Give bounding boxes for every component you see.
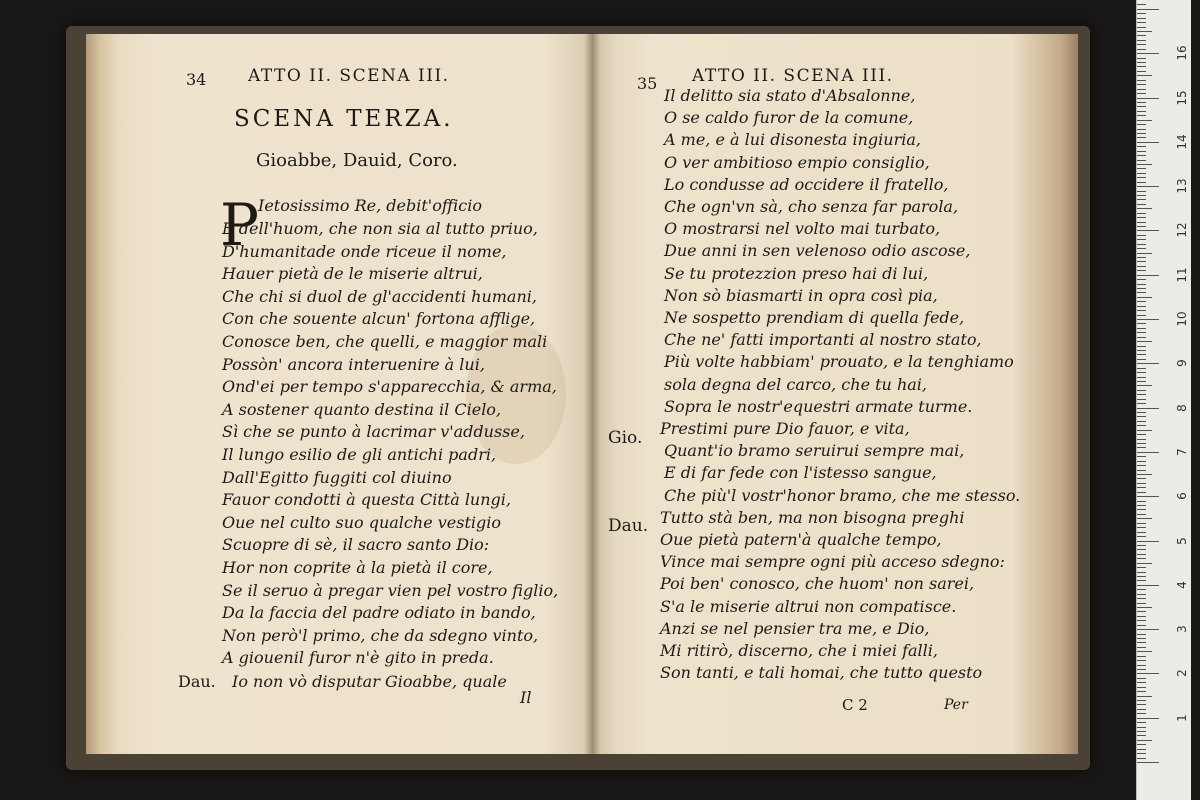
ruler-tick [1137, 208, 1152, 209]
ruler-tick [1137, 394, 1146, 395]
ruler-tick [1137, 611, 1146, 612]
ruler-tick [1137, 235, 1146, 236]
signature-mark: C 2 [842, 696, 868, 714]
ruler-tick [1137, 558, 1146, 559]
ruler-tick [1137, 585, 1159, 586]
ruler-tick [1137, 204, 1146, 205]
ruler-tick [1137, 173, 1146, 174]
ruler-tick [1137, 514, 1146, 515]
ruler-tick [1137, 84, 1146, 85]
ruler-tick [1137, 160, 1146, 161]
ruler-tick [1137, 213, 1146, 214]
ruler-tick [1137, 115, 1146, 116]
ruler-tick [1137, 443, 1146, 444]
ruler-tick [1137, 412, 1146, 413]
book-gutter [584, 34, 600, 754]
ruler-tick [1137, 656, 1146, 657]
ruler-tick [1137, 669, 1146, 670]
ruler-tick [1137, 315, 1146, 316]
ruler-tick [1137, 66, 1146, 67]
ruler-tick [1137, 758, 1146, 759]
ruler-tick [1137, 195, 1146, 196]
ruler-tick [1137, 713, 1146, 714]
ruler-number: 11 [1175, 267, 1189, 283]
scene-title: SCENA TERZA. [234, 106, 454, 132]
ruler-tick [1137, 572, 1146, 573]
ruler-tick [1137, 629, 1159, 630]
ruler-tick [1137, 501, 1146, 502]
ruler-tick [1137, 248, 1146, 249]
ruler-tick [1137, 261, 1146, 262]
ruler-tick [1137, 310, 1146, 311]
ruler-tick [1137, 399, 1146, 400]
ruler-tick [1137, 594, 1146, 595]
ruler-number: 4 [1175, 580, 1189, 589]
ruler-tick [1137, 182, 1146, 183]
left-running-head: ATTO II. SCENA III. [248, 66, 450, 86]
verse-line: Il delitto sia stato d'Absalonne, [664, 86, 916, 105]
ruler-tick [1137, 474, 1152, 475]
ruler-tick [1137, 390, 1146, 391]
speaker-label: Gio. [608, 428, 643, 448]
ruler-tick [1137, 735, 1146, 736]
verse-line: Che chi si duol de gl'accidenti humani, [222, 286, 537, 306]
verse-line: E di far fede con l'istesso sangue, [664, 463, 937, 483]
ruler-tick [1137, 642, 1146, 643]
ruler-tick [1137, 164, 1152, 165]
ruler-tick [1137, 319, 1159, 320]
ruler-tick [1137, 186, 1159, 187]
left-page-number: 34 [186, 70, 207, 89]
verse-line: Non sò biasmarti in opra così pia, [664, 285, 938, 305]
verse-line: Se il seruo à pregar vien pel vostro figlio, [222, 580, 559, 600]
ruler-tick [1137, 191, 1146, 192]
ruler-tick [1137, 297, 1152, 298]
ruler-tick [1137, 137, 1146, 138]
verse-line: Anzi se nel pensier tra me, e Dio, [660, 618, 930, 638]
ruler-tick [1137, 239, 1146, 240]
ruler-tick [1137, 651, 1152, 652]
ruler-tick [1137, 554, 1146, 555]
ruler-tick [1137, 753, 1146, 754]
verse-line: O mostrarsi nel volto mai turbato, [664, 219, 941, 239]
ruler-number: 8 [1175, 403, 1189, 412]
verse-line: Oue pietà patern'à qualche tempo, [660, 530, 942, 549]
ruler-tick [1137, 363, 1159, 364]
verse-line: Hauer pietà de le miserie altrui, [222, 264, 483, 284]
ruler-tick [1137, 354, 1146, 355]
ruler-tick [1137, 222, 1146, 223]
ruler-tick [1137, 744, 1146, 745]
ruler-tick [1137, 13, 1146, 14]
ruler-tick [1137, 270, 1146, 271]
drop-cap: P [220, 191, 260, 259]
ruler-tick [1137, 673, 1159, 674]
ruler-number: 16 [1175, 45, 1189, 61]
ruler-tick [1137, 244, 1146, 245]
ruler-tick [1137, 718, 1159, 719]
verse-line: Due anni in sen velenoso odio ascose, [664, 241, 971, 261]
ruler-number: 5 [1175, 536, 1189, 545]
ruler-tick [1137, 98, 1159, 99]
verse-line: Vince mai sempre ogni più acceso sdegno: [660, 552, 1005, 572]
verse-line: sola degna del carco, che tu hai, [664, 374, 927, 394]
ruler-tick [1137, 337, 1146, 338]
ruler-tick [1137, 350, 1146, 351]
ruler-tick [1137, 727, 1146, 728]
ruler-tick [1137, 332, 1146, 333]
verse-line: Da la faccia del padre odiato in bando, [222, 603, 536, 623]
ruler-tick [1137, 620, 1146, 621]
ruler-tick [1137, 124, 1146, 125]
ruler-tick [1137, 518, 1152, 519]
ruler-tick [1137, 665, 1146, 666]
ruler-tick [1137, 129, 1146, 130]
ruler-tick [1137, 470, 1146, 471]
ruler-tick [1137, 607, 1152, 608]
verse-line: Son tanti, e tali homai, che tutto questo [660, 663, 983, 683]
verse-line: Il lungo esilio de gli antichi padri, [222, 445, 497, 464]
ruler-tick [1137, 536, 1146, 537]
ruler-tick [1137, 385, 1152, 386]
verse-line: Mi ritirò, discerno, che i miei falli, [660, 641, 938, 660]
verse-line: Poi ben' conosco, che huom' non sarei, [660, 574, 975, 594]
ruler-tick [1137, 22, 1146, 23]
ruler-tick [1137, 678, 1146, 679]
ruler-tick [1137, 465, 1146, 466]
verse-line: Tutto stà ben, ma non bisogna preghi [660, 507, 965, 527]
verse-line: Non però'l primo, che da sdegno vinto, [222, 625, 539, 645]
verse-line: Se tu protezzion preso hai di lui, [664, 263, 929, 283]
verse-line: Conosce ben, che quelli, e maggior mali [222, 332, 548, 351]
ruler-tick [1137, 603, 1146, 604]
ruler-tick [1137, 168, 1146, 169]
ruler-tick [1137, 306, 1146, 307]
ruler-tick [1137, 625, 1146, 626]
ruler-tick [1137, 762, 1159, 763]
ruler-tick [1137, 27, 1146, 28]
ruler-tick [1137, 80, 1146, 81]
ruler-tick [1137, 142, 1159, 143]
ruler-tick [1137, 687, 1146, 688]
ruler-tick [1137, 589, 1146, 590]
ruler-tick [1137, 217, 1146, 218]
ruler-tick [1137, 749, 1146, 750]
ruler-tick [1137, 580, 1146, 581]
ruler-tick [1137, 740, 1152, 741]
ruler-tick [1137, 44, 1146, 45]
ruler-tick [1137, 40, 1146, 41]
ruler-tick [1137, 35, 1146, 36]
verse-line: Sì che se punto à lacrimar v'addusse, [222, 422, 525, 442]
ruler-tick [1137, 598, 1146, 599]
verse-line: Sopra le nostr'equestri armate turme. [664, 396, 973, 416]
ruler-tick [1137, 421, 1146, 422]
ruler-number: 3 [1175, 625, 1189, 633]
ruler-tick [1137, 49, 1146, 50]
verse-line: Oue nel culto suo qualche vestigio [222, 512, 501, 532]
speaker-label: Dau. [178, 672, 216, 691]
ruler-tick [1137, 682, 1146, 683]
ruler-tick [1137, 452, 1159, 453]
ruler-number: 9 [1175, 359, 1189, 368]
ruler-tick [1137, 461, 1146, 462]
ruler-tick [1137, 151, 1146, 152]
ruler-tick [1137, 691, 1146, 692]
ruler-tick [1137, 58, 1146, 59]
ruler-tick [1137, 346, 1146, 347]
ruler-number: 10 [1175, 311, 1189, 327]
ruler-number: 7 [1175, 448, 1189, 456]
verse-line: Io non vò disputar Gioabbe, quale [232, 672, 507, 691]
ruler-tick [1137, 523, 1146, 524]
verse-line: D'humanitade onde riceue il nome, [222, 241, 507, 261]
ruler-tick [1137, 430, 1152, 431]
ruler-tick [1137, 704, 1146, 705]
verse-line: Dall'Egitto fuggiti col diuino [222, 467, 452, 487]
ruler-tick [1137, 638, 1146, 639]
ruler-tick [1137, 177, 1146, 178]
ruler-tick [1137, 266, 1146, 267]
ruler-tick [1137, 478, 1146, 479]
ruler-tick [1137, 53, 1159, 54]
verse-line: S'a le miserie altrui non compatisce. [660, 596, 957, 616]
verse-line: A sostener quanto destina il Cielo, [222, 399, 502, 419]
ruler-tick [1137, 62, 1146, 63]
ruler-tick [1137, 408, 1159, 409]
ruler-tick [1137, 634, 1146, 635]
ruler-tick [1137, 18, 1146, 19]
ruler-tick [1137, 549, 1146, 550]
ruler-tick [1137, 89, 1146, 90]
verse-line: Fauor condotti à questa Città lungi, [222, 490, 511, 510]
verse-line: Hor non coprite à la pietà il core, [222, 558, 493, 577]
ruler-tick [1137, 279, 1146, 280]
ruler-tick [1137, 133, 1146, 134]
verse-line: Scuopre di sè, il sacro santo Dio: [222, 535, 490, 555]
ruler-tick [1137, 505, 1146, 506]
speaker-label: Dau. [608, 516, 649, 536]
ruler-number: 2 [1175, 669, 1189, 678]
ruler-tick [1137, 660, 1146, 661]
ruler-tick [1137, 120, 1152, 121]
ruler-tick [1137, 647, 1146, 648]
ruler-tick [1137, 545, 1146, 546]
ruler-tick [1137, 483, 1146, 484]
ruler-tick [1137, 288, 1146, 289]
ruler-tick [1137, 368, 1146, 369]
ruler-tick [1137, 75, 1152, 76]
ruler-tick [1137, 257, 1146, 258]
ruler-tick [1137, 731, 1146, 732]
ruler-tick [1137, 111, 1146, 112]
ruler-tick [1137, 439, 1146, 440]
ruler-tick [1137, 700, 1146, 701]
ruler-tick [1137, 9, 1159, 10]
verse-line: E dell'huom, che non sia al tutto priuo, [222, 219, 538, 238]
ruler-tick [1137, 4, 1146, 5]
ruler-tick [1137, 226, 1146, 227]
ruler-number: 15 [1175, 89, 1189, 106]
ruler-tick [1137, 527, 1146, 528]
verse-line: Con che souente alcun' fortona afflige, [222, 309, 536, 329]
ruler-tick [1137, 576, 1146, 577]
verse-line: Che più'l vostr'honor bramo, che me stesso. [664, 485, 1021, 505]
ruler-number: 6 [1175, 492, 1189, 501]
ruler-tick [1137, 381, 1146, 382]
ruler-tick [1137, 509, 1146, 510]
ruler-tick [1137, 377, 1146, 378]
verse-line: Più volte habbiam' prouato, e la tenghiamo [664, 352, 1014, 372]
ruler-tick [1137, 709, 1146, 710]
ruler-tick [1137, 563, 1152, 564]
verse-line: A me, e à lui disonesta ingiuria, [664, 130, 921, 150]
ruler-number: 1 [1175, 713, 1189, 722]
ruler-tick [1137, 616, 1146, 617]
ruler-tick [1137, 532, 1146, 533]
ruler-number: 13 [1175, 178, 1189, 194]
ruler-tick [1137, 323, 1146, 324]
ruler-tick [1137, 434, 1146, 435]
ruler-tick [1137, 292, 1146, 293]
ruler-tick [1137, 541, 1159, 542]
ruler-tick [1137, 425, 1146, 426]
verse-line: Che ne' fatti importanti al nostro stato, [664, 330, 982, 350]
ruler-tick [1137, 284, 1146, 285]
ruler-tick [1137, 301, 1146, 302]
catchword: Per [944, 697, 968, 713]
verse-line: Quant'io bramo seruirui sempre mai, [664, 441, 965, 461]
ruler-tick [1137, 275, 1159, 276]
ruler-tick [1137, 372, 1146, 373]
ruler-tick [1137, 359, 1146, 360]
verse-line: Ond'ei per tempo s'apparecchia, & arma, [222, 377, 557, 397]
verse-line: Lo condusse ad occidere il fratello, [664, 174, 949, 194]
ruler-tick [1137, 253, 1152, 254]
verse-line: Ietosissimo Re, debit'officio [258, 196, 482, 215]
ruler-number: 12 [1175, 222, 1189, 239]
right-running-head: ATTO II. SCENA III. [692, 66, 894, 86]
characters-list: Gioabbe, Dauid, Coro. [256, 150, 458, 171]
ruler-tick [1137, 696, 1152, 697]
ruler-tick [1137, 567, 1146, 568]
ruler-tick [1137, 447, 1146, 448]
ruler-tick [1137, 230, 1159, 231]
ruler-tick [1137, 416, 1146, 417]
ruler-tick [1137, 93, 1146, 94]
ruler-tick [1137, 328, 1146, 329]
ruler-tick [1137, 496, 1159, 497]
right-page-number: 35 [637, 74, 658, 93]
ruler-tick [1137, 31, 1152, 32]
ruler-tick [1137, 102, 1146, 103]
verse-line: Che ogn'vn sà, cho senza far parola, [664, 197, 959, 216]
ruler-tick [1137, 492, 1146, 493]
verse-line: A giouenil furor n'è gito in preda. [222, 648, 494, 668]
ruler-tick [1137, 106, 1146, 107]
ruler-tick [1137, 199, 1146, 200]
ruler-tick [1137, 146, 1146, 147]
catchword: Il [520, 688, 532, 707]
ruler-number: 14 [1175, 134, 1189, 150]
ruler-tick [1137, 341, 1152, 342]
verse-line: Ne sospetto prendiam di quella fede, [664, 308, 965, 327]
ruler-tick [1137, 71, 1146, 72]
verse-line: O se caldo furor de la comune, [664, 108, 914, 128]
ruler-tick [1137, 722, 1146, 723]
ruler-tick [1137, 487, 1146, 488]
verse-line: Prestimi pure Dio fauor, e vita, [660, 419, 910, 438]
verse-line: O ver ambitioso empio consiglio, [664, 152, 930, 172]
ruler-tick [1137, 456, 1146, 457]
ruler-tick [1137, 155, 1146, 156]
verse-line: Possòn' ancora interuenire à lui, [222, 354, 485, 374]
ruler-tick [1137, 403, 1146, 404]
